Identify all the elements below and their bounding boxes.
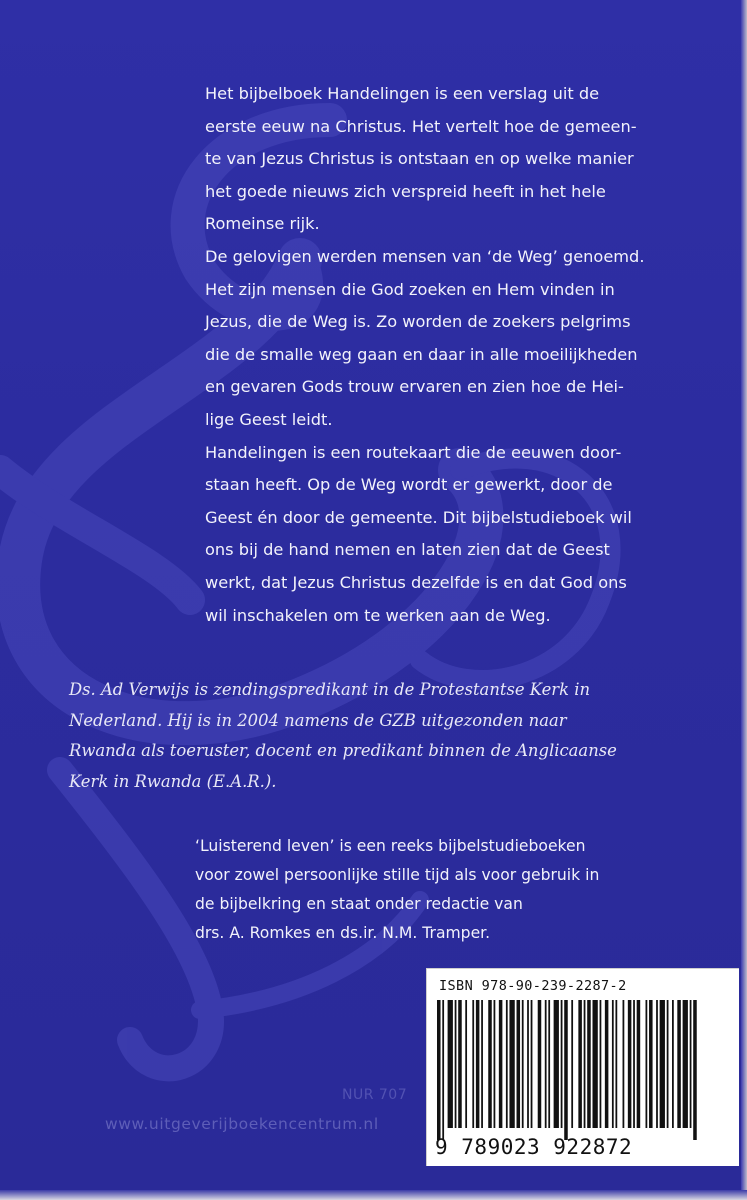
barcode-bar bbox=[506, 1000, 508, 1128]
barcode-bar bbox=[472, 1000, 474, 1128]
barcode-bar bbox=[628, 1000, 632, 1128]
synopsis-line: Jezus, die de Weg is. Zo worden de zoekers pelgrims bbox=[205, 312, 631, 332]
synopsis-line: en gevaren Gods trouw ervaren en zien hoe de Hei- bbox=[205, 377, 624, 397]
barcode-bar bbox=[683, 1000, 688, 1128]
isbn-text: ISBN 978-90-239-2287-2 bbox=[439, 978, 627, 994]
synopsis-line: Het zijn mensen die God zoeken en Hem vinden in bbox=[205, 279, 615, 299]
publisher-website: www.uitgeverijboekencentrum.nl bbox=[105, 1115, 379, 1133]
barcode-bar bbox=[488, 1000, 492, 1128]
barcode-bar bbox=[538, 1000, 542, 1128]
barcode-bar bbox=[548, 1000, 550, 1128]
barcode-bar bbox=[578, 1000, 582, 1128]
barcode-bar bbox=[481, 1000, 483, 1128]
series-note-line: de bijbelkring en staat onder redactie van bbox=[195, 895, 523, 913]
synopsis-line: eerste eeuw na Christus. Het vertelt hoe de gemeen- bbox=[205, 116, 637, 136]
synopsis-text bbox=[205, 78, 675, 632]
barcode-bar bbox=[612, 1000, 614, 1128]
barcode-bar bbox=[646, 1000, 648, 1128]
barcode-bar bbox=[499, 1000, 503, 1128]
barcode-bar bbox=[633, 1000, 635, 1128]
synopsis-line: wil inschakelen om te werken aan de Weg. bbox=[205, 605, 551, 625]
barcode-bar bbox=[615, 1000, 617, 1128]
series-note-line: ‘Luisterend leven’ is een reeks bijbelstudieboeken bbox=[195, 837, 586, 855]
synopsis-line: lige Geest leidt. bbox=[205, 409, 333, 429]
barcode-bar bbox=[587, 1000, 591, 1128]
barcode-bar bbox=[623, 1000, 625, 1128]
barcode-bar bbox=[561, 1000, 563, 1128]
synopsis-line: Geest én door de gemeente. Dit bijbelstudieboek wil bbox=[205, 507, 632, 527]
synopsis-line: te van Jezus Christus is ontstaan en op welke manier bbox=[205, 149, 634, 169]
synopsis-line: De gelovigen werden mensen van ‘de Weg’ genoemd. bbox=[205, 246, 645, 266]
barcode-bar bbox=[690, 1000, 692, 1128]
barcode-bar bbox=[522, 1000, 524, 1128]
barcode-bar bbox=[672, 1000, 674, 1128]
barcode-bar bbox=[545, 1000, 547, 1128]
barcode-bar bbox=[437, 1000, 441, 1140]
book-edge-right bbox=[741, 0, 747, 1200]
barcode-bar bbox=[677, 1000, 681, 1128]
barcode-bar bbox=[605, 1000, 609, 1128]
author-bio-line: Ds. Ad Verwijs is zendingspredikant in de Protestantse Kerk in bbox=[69, 680, 591, 699]
barcode-bar bbox=[693, 1000, 697, 1140]
barcode-bar bbox=[656, 1000, 658, 1128]
barcode-bar bbox=[649, 1000, 653, 1128]
barcode-bar bbox=[448, 1000, 453, 1128]
book-edge-bottom bbox=[0, 1190, 747, 1200]
synopsis-line: Romeinse rijk. bbox=[205, 214, 320, 234]
barcode-bar bbox=[442, 1000, 444, 1140]
barcode-bar bbox=[584, 1000, 586, 1128]
barcode-bars bbox=[433, 1000, 733, 1140]
series-note-line: voor zowel persoonlijke stille tijd als voor gebruik in bbox=[195, 866, 600, 884]
synopsis-line: die de smalle weg gaan en daar in alle moeilijkheden bbox=[205, 344, 638, 364]
barcode-bar bbox=[593, 1000, 598, 1128]
barcode-bar bbox=[531, 1000, 533, 1128]
barcode-bar bbox=[455, 1000, 457, 1128]
synopsis-line: Handelingen is een routekaart die de eeuwen door- bbox=[205, 442, 622, 462]
synopsis-line: werkt, dat Jezus Christus dezelfde is en dat God ons bbox=[205, 572, 627, 592]
author-bio bbox=[69, 675, 689, 797]
barcode-bar bbox=[476, 1000, 480, 1128]
nur-code: NUR 707 bbox=[342, 1087, 408, 1103]
barcode-bar bbox=[494, 1000, 496, 1128]
barcode-bar bbox=[517, 1000, 521, 1128]
author-bio-line: Rwanda als toeruster, docent en predikant binnen de Anglicaanse bbox=[69, 741, 617, 760]
barcode-bar bbox=[564, 1000, 568, 1140]
series-note bbox=[195, 832, 665, 948]
barcode-bar bbox=[509, 1000, 514, 1128]
barcode-bar bbox=[458, 1000, 462, 1128]
synopsis-line: het goede nieuws zich verspreid heeft in het hele bbox=[205, 181, 606, 201]
barcode-bar bbox=[660, 1000, 665, 1128]
barcode-bar bbox=[667, 1000, 669, 1128]
barcode-label bbox=[426, 968, 739, 1166]
synopsis-line: Het bijbelboek Handelingen is een verslag uit de bbox=[205, 84, 600, 103]
barcode-bar bbox=[600, 1000, 602, 1128]
barcode-bar bbox=[465, 1000, 467, 1128]
synopsis-line: staan heeft. Op de Weg wordt er gewerkt, door de bbox=[205, 475, 613, 495]
series-note-line: drs. A. Romkes en ds.ir. N.M. Tramper. bbox=[195, 924, 491, 942]
author-bio-line: Kerk in Rwanda (E.A.R.). bbox=[69, 771, 277, 791]
author-bio-line: Nederland. Hij is in 2004 namens de GZB uitgezonden naar bbox=[69, 710, 567, 730]
barcode-digits: 9 789023 922872 bbox=[435, 1135, 633, 1159]
barcode-bar bbox=[554, 1000, 559, 1128]
barcode-bar bbox=[527, 1000, 529, 1128]
barcode-bar bbox=[571, 1000, 573, 1128]
synopsis-line: ons bij de hand nemen en laten zien dat de Geest bbox=[205, 540, 610, 560]
barcode-bar bbox=[637, 1000, 641, 1128]
